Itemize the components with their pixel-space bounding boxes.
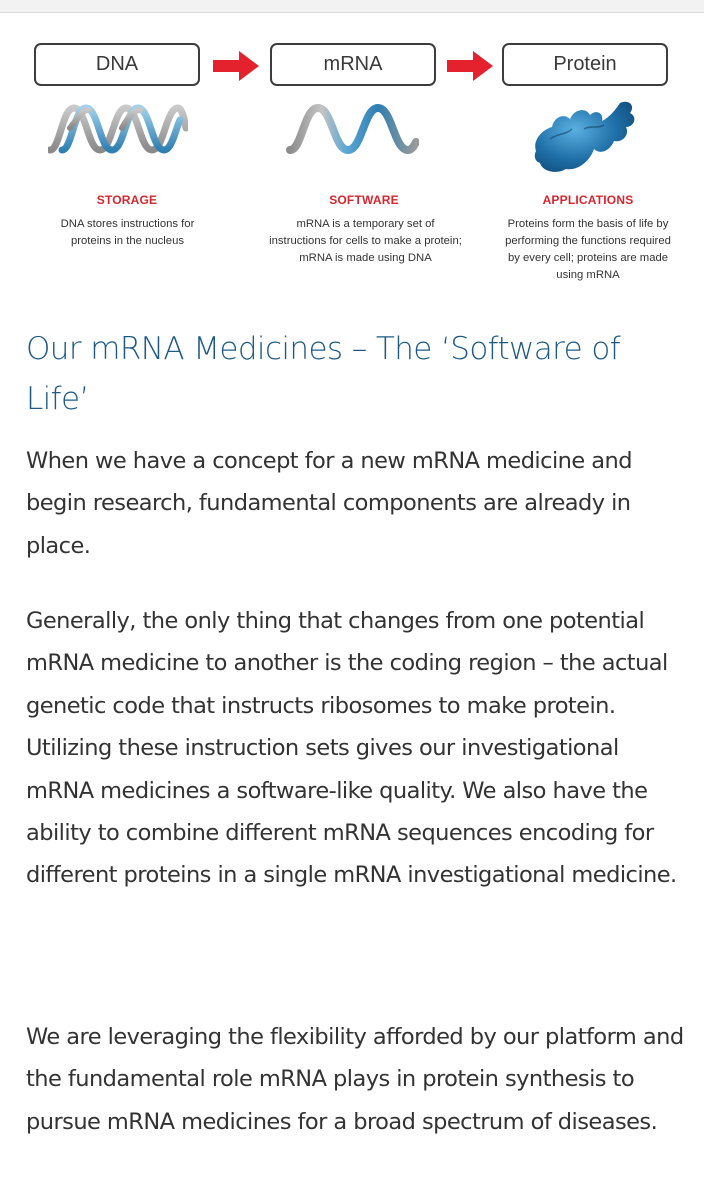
stage-box-mrna: mRNA [270,43,436,86]
stage-description-storage: DNA stores instructions for proteins in the nucleus [60,218,195,247]
paragraph-intro: When we have a concept for a new mRNA medicine and begin research, fundamental components are already in place. [26,448,632,559]
stage-heading-software: SOFTWARE [329,193,399,207]
paragraph-platform: We are leveraging the flexibility afforded by our platform and the fundamental role mRNA plays in protein synthesis to pursue mRNA medicines for a broad spectrum of diseases. [26,1024,684,1135]
section-title: Our mRNA Medicines – The ‘Software of Life’ [26,331,621,417]
right-arrow-icon [213,51,259,81]
stage-box-protein: Protein [502,43,668,86]
top-border [0,0,704,13]
stage-heading-applications: APPLICATIONS [542,193,634,207]
stage-description-applications: Proteins form the basis of life by performing the functions required by every cell; proteins are made using mRNA [505,218,671,281]
double-helix-icon [48,98,188,158]
paragraph-coding-region: Generally, the only thing that changes from one potential mRNA medicine to another is the coding region – the actual genetic code that instructs ribosomes to make protein. Utilizing these instruction sets gives our investigational mRNA medicines a software-like quality. We also have the ability to combine different mRNA sequences encoding for different proteins in a single mRNA investigational medicine. [26,608,677,889]
stage-box-dna: DNA [34,43,200,86]
right-arrow-icon [447,51,493,81]
stage-heading-storage: STORAGE [96,193,158,207]
single-strand-icon [284,98,419,158]
protein-blob-icon [530,99,642,179]
stage-description-software: mRNA is a temporary set of instructions for cells to make a protein; mRNA is made using DNA [269,218,462,264]
dna-mrna-protein-diagram [0,13,704,303]
